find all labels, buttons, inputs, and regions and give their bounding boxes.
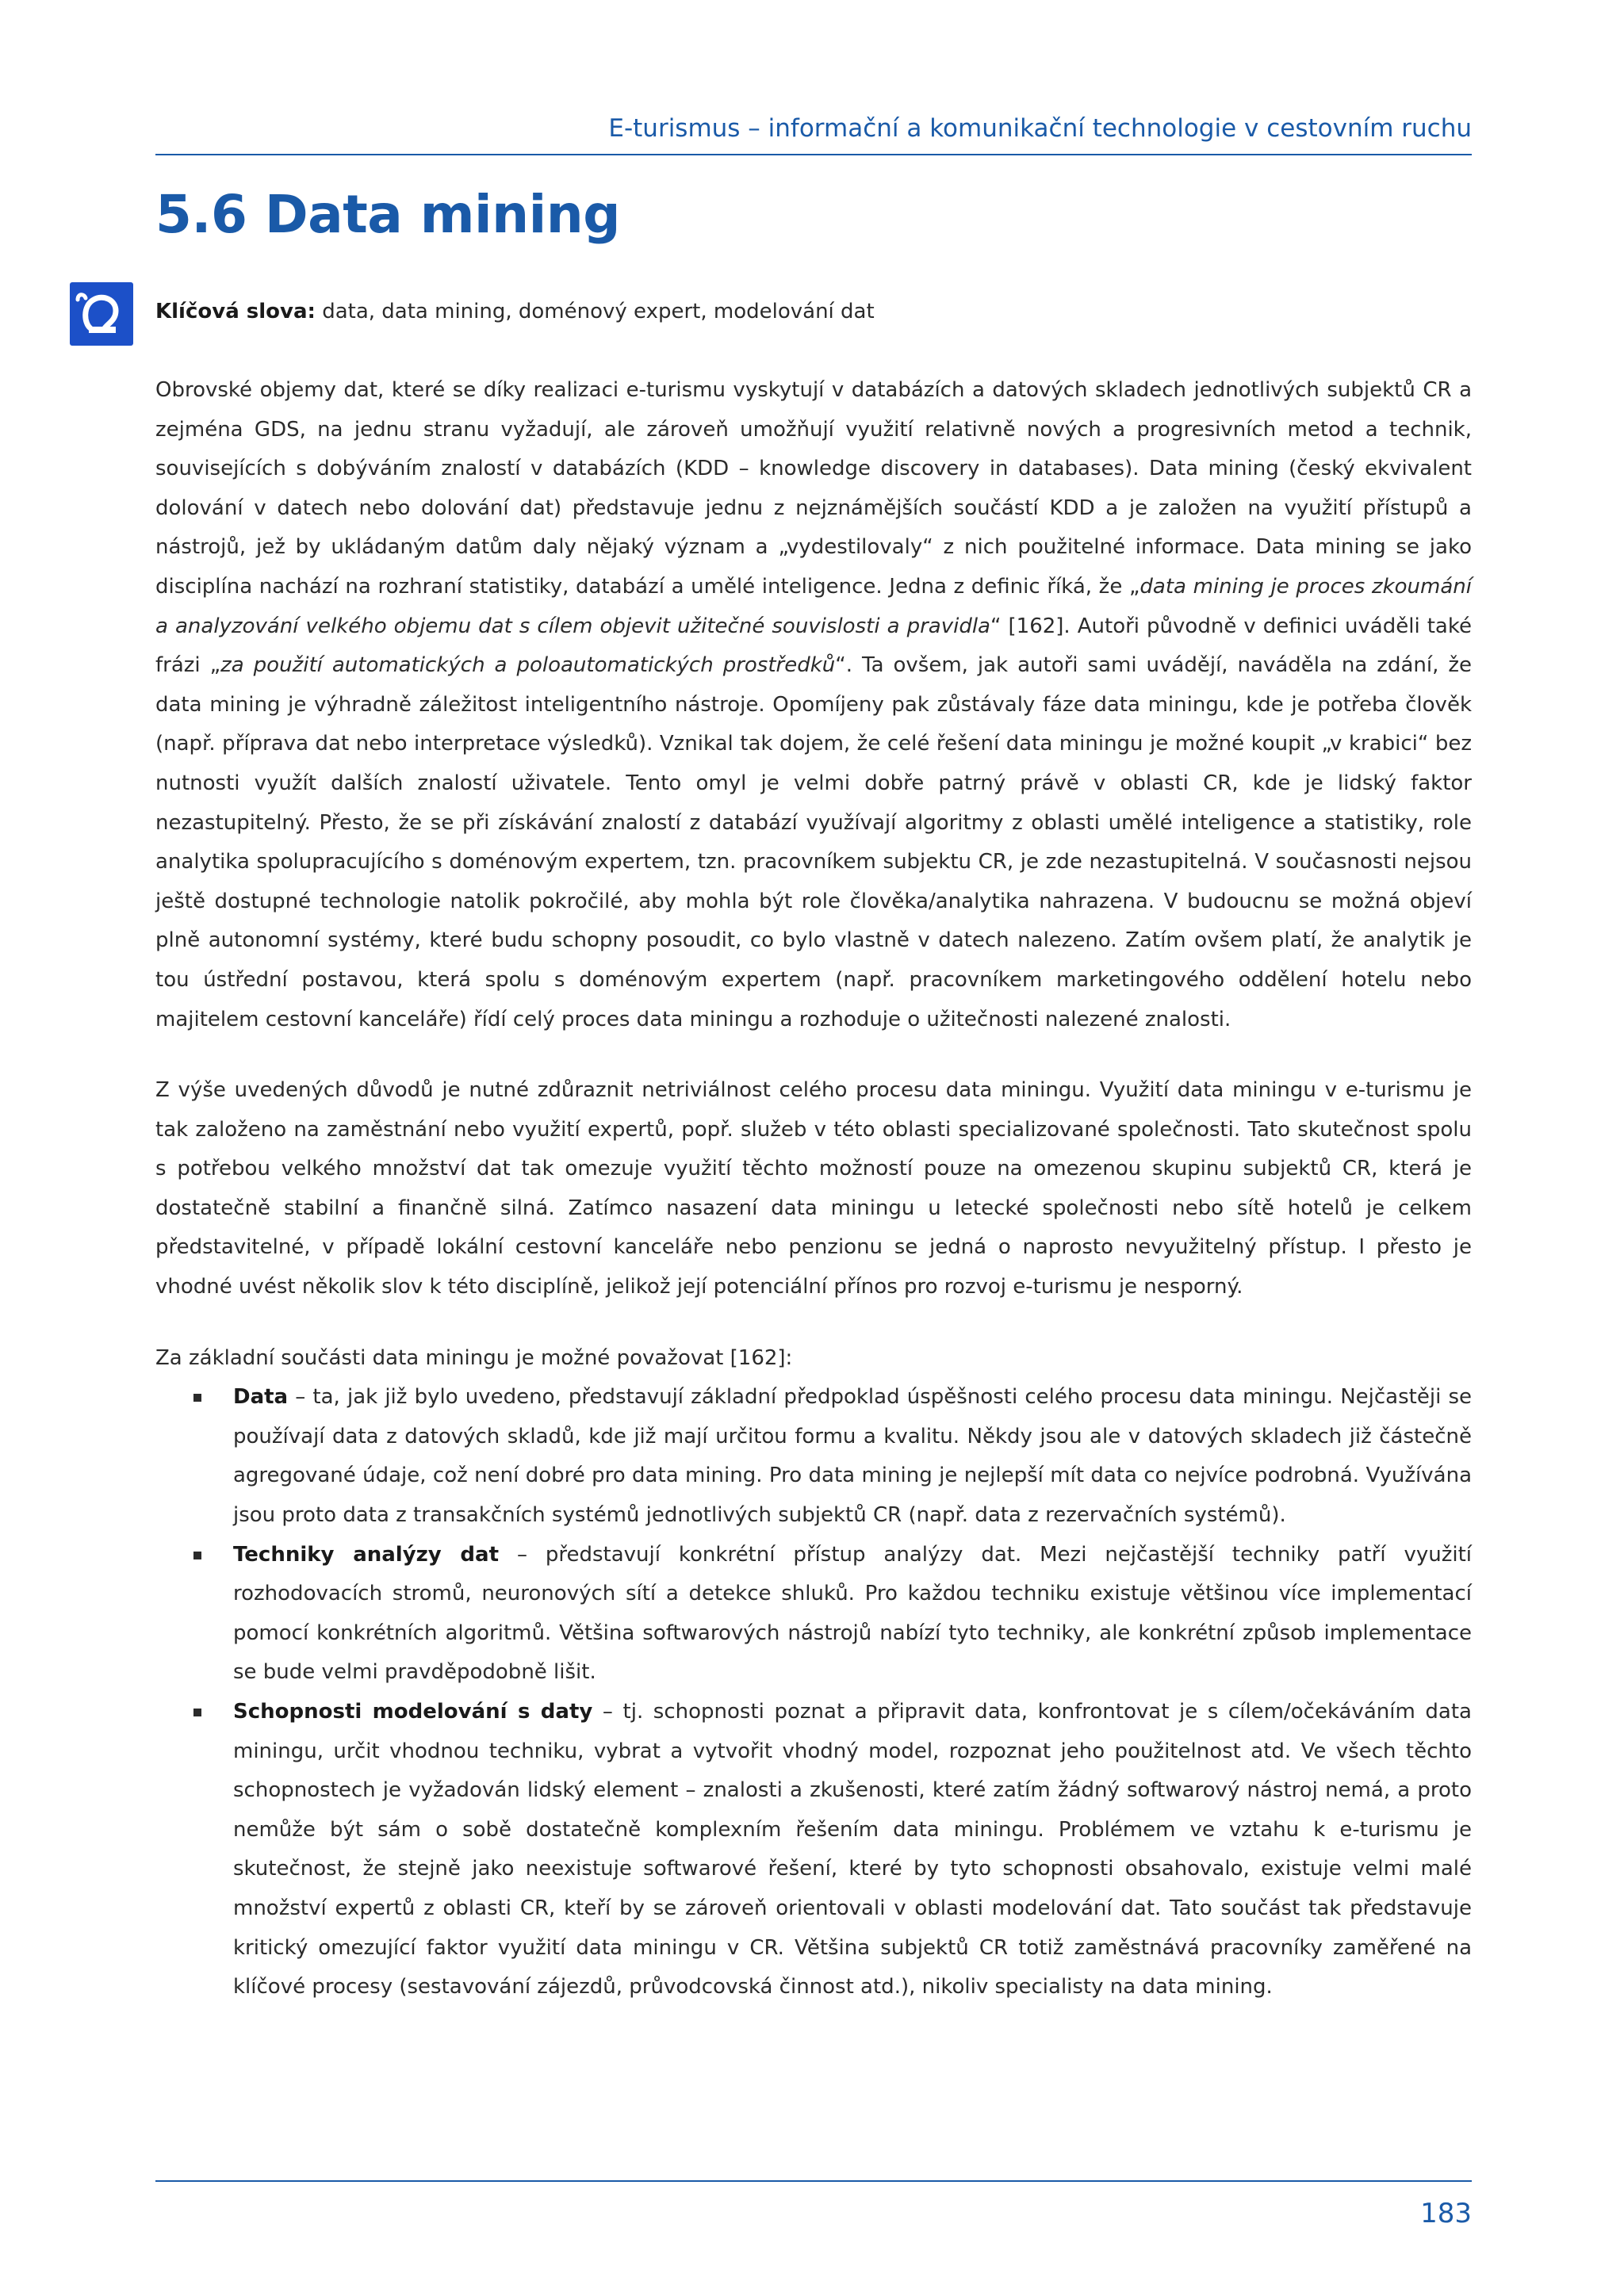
list-item-term: Schopnosti modelování s daty <box>233 1700 593 1724</box>
list-item <box>155 1536 1472 1693</box>
page-number: 183 <box>1420 2198 1472 2229</box>
list-intro: Za základní součásti data miningu je možné považovat [162]: <box>155 1345 793 1370</box>
body-text <box>155 371 1472 2007</box>
list-item <box>155 1693 1472 2007</box>
list-item-term: Techniky analýzy dat <box>233 1542 500 1567</box>
bullet-square-icon <box>193 1552 201 1559</box>
section-title: 5.6 Data mining <box>155 184 621 245</box>
list-item-text: – ta, jak již bylo uvedeno, představují základní předpoklad úspěšnosti celého procesu data miningu. Nejčastěji se používají data z datových skladů, kde již mají určitou formu a kvalitu. Někdy jsou ale v datových skladech již částečně agregované údaje, což není dobré pro data mining. Pro data mining je nejlepší mít data co nejvíce podrobná. Využívána jsou proto data z transakčních systémů jednotlivých subjektů CR (např. data z rezervačních systémů). <box>233 1385 1472 1528</box>
keywords-line <box>155 300 875 323</box>
keywords-marker-icon <box>70 282 133 346</box>
paragraph-intro-part-e: “. Ta ovšem, jak autoři sami uvádějí, naváděla na zdání, že data mining je výhradně záležitost inteligentního nástroje. Opomíjeny pak zůstávaly fáze data miningu, kde je potřeba člověk (např. příprava dat nebo interpretace výsledků). Vznikal tak dojem, že celé řešení data miningu je možné koupit „v krabici“ bez nutnosti využít dalších znalostí uživatele. Tento omyl je velmi dobře patrný právě v oblasti CR, kde je lidský faktor nezastupitelný. Přesto, že se při získávání znalostí z databází využívají algoritmy z oblasti umělé inteligence a statistiky, role analytika spolupracujícího s doménovým expertem, tzn. pracovníkem subjektu CR, je zde nezastupitelná. V současnosti nejsou ještě dostupné technologie natolik pokročilé, aby mohla být role člověka/analytika nahrazena. V budoucnu se možná objeví plně autonomní systémy, které budu schopny posoudit, co bylo vlastně v datech nalezeno. Zatím ovšem platí, že analytik je tou ústřední postavou, která spolu s doménovým expertem (např. pracovníkem marketingového oddělení hotelu nebo majitelem cestovní kanceláře) řídí celý proces data miningu a rozhoduje o užitečnosti nalezené znalosti. <box>155 653 1472 1031</box>
list-item <box>155 1378 1472 1535</box>
header-rule <box>155 154 1472 155</box>
keywords-text: data, data mining, doménový expert, modelování dat <box>315 300 875 323</box>
components-list <box>155 1378 1472 2007</box>
list-item-text: – tj. schopnosti poznat a připravit data, konfrontovat je s cílem/očekáváním data miningu, určit vhodnou techniku, vybrat a vytvořit vhodný model, rozpoznat jeho použitelnost atd. Ve všech těchto schopnostech je vyžadován lidský element – znalosti a zkušenosti, které zatím žádný softwarový nástroj nemá, a proto nemůže být sám o sobě dostatečně komplexním řešením data miningu. Problémem ve vztahu k e-turismu je skutečnost, že stejně jako neexistuje softwarové řešení, které by tyto schopnosti obsahovalo, existuje velmi malé množství expertů z oblasti CR, kteří by se zároveň orientovali v oblasti modelování dat. Tato součást tak představuje kritický omezující faktor využití data miningu v CR. Většina subjektů CR totiž zaměstnává pracovníky zaměřené na klíčové procesy (sestavování zájezdů, průvodcovská činnost atd.), nikoliv specialisty na data mining. <box>233 1700 1472 1999</box>
phrase-quote: za použití automatických a poloautomatických prostředků <box>220 653 836 678</box>
paragraph-intro <box>155 371 1472 1039</box>
paragraph-intro-part-c: “ [162]. Autoři původně v definici uváděli také frázi „ <box>155 614 1472 678</box>
definition-quote: data mining je proces zkoumání a analyzování velkého objemu dat s cílem objevit užitečné souvislosti a pravidla <box>155 574 1472 638</box>
footer-rule <box>155 2180 1472 2182</box>
keywords-label: Klíčová slova: <box>155 300 316 323</box>
list-item-term: Data <box>233 1385 289 1410</box>
bullet-square-icon <box>193 1709 201 1716</box>
running-header: E-turismus – informační a komunikační technologie v cestovním ruchu <box>608 114 1472 143</box>
list-item-text: – představují konkrétní přístup analýzy dat. Mezi nejčastější techniky patří využití rozhodovacích stromů, neuronových sítí a detekce shluků. Pro každou techniku existuje většinou více implementací pomocí konkrétních algoritmů. Většina softwarových nástrojů nabízí tyto techniky, ale konkrétní způsob implementace se bude velmi pravděpodobně lišit. <box>233 1542 1472 1685</box>
paragraph-nontriviality: Z výše uvedených důvodů je nutné zdůraznit netriviálnost celého procesu data miningu. Využití data miningu v e-turismu je tak založeno na zaměstnání nebo využití expertů, popř. služeb v této oblasti specializované společnosti. Tato skutečnost spolu s potřebou velkého množství dat tak omezuje využití těchto možností pouze na omezenou skupinu subjektů CR, která je dostatečně stabilní a finančně silná. Zatímco nasazení data miningu u letecké společnosti nebo sítě hotelů je celkem představitelné, v případě lokální cestovní kanceláře nebo penzionu se jedná o naprosto nevyužitelný přístup. I přesto je vhodné uvést několik slov k této disciplíně, jelikož její potenciální přínos pro rozvoj e-turismu je nesporný. <box>155 1078 1472 1299</box>
bullet-square-icon <box>193 1394 201 1402</box>
paragraph-intro-part-a: Obrovské objemy dat, které se díky realizaci e-turismu vyskytují v databázích a datových skladech jednotlivých subjektů CR a zejména GDS, na jednu stranu vyžadují, ale zároveň umožňují využití relativně nových a progresivních metod a technik, souvisejících s dobýváním znalostí v databázích (KDD – knowledge discovery in databases). Data mining (český ekvivalent dolování v datech nebo dolování dat) představuje jednu z nejznámějších součástí KDD a je založen na využití přístupů a nástrojů, jež by ukládaným datům daly nějaký význam a „vydestilovaly“ z nich použitelné informace. Data mining se jako disciplína nachází na rozhraní statistiky, databází a umělé inteligence. Jedna z definic říká, že „ <box>155 378 1472 599</box>
